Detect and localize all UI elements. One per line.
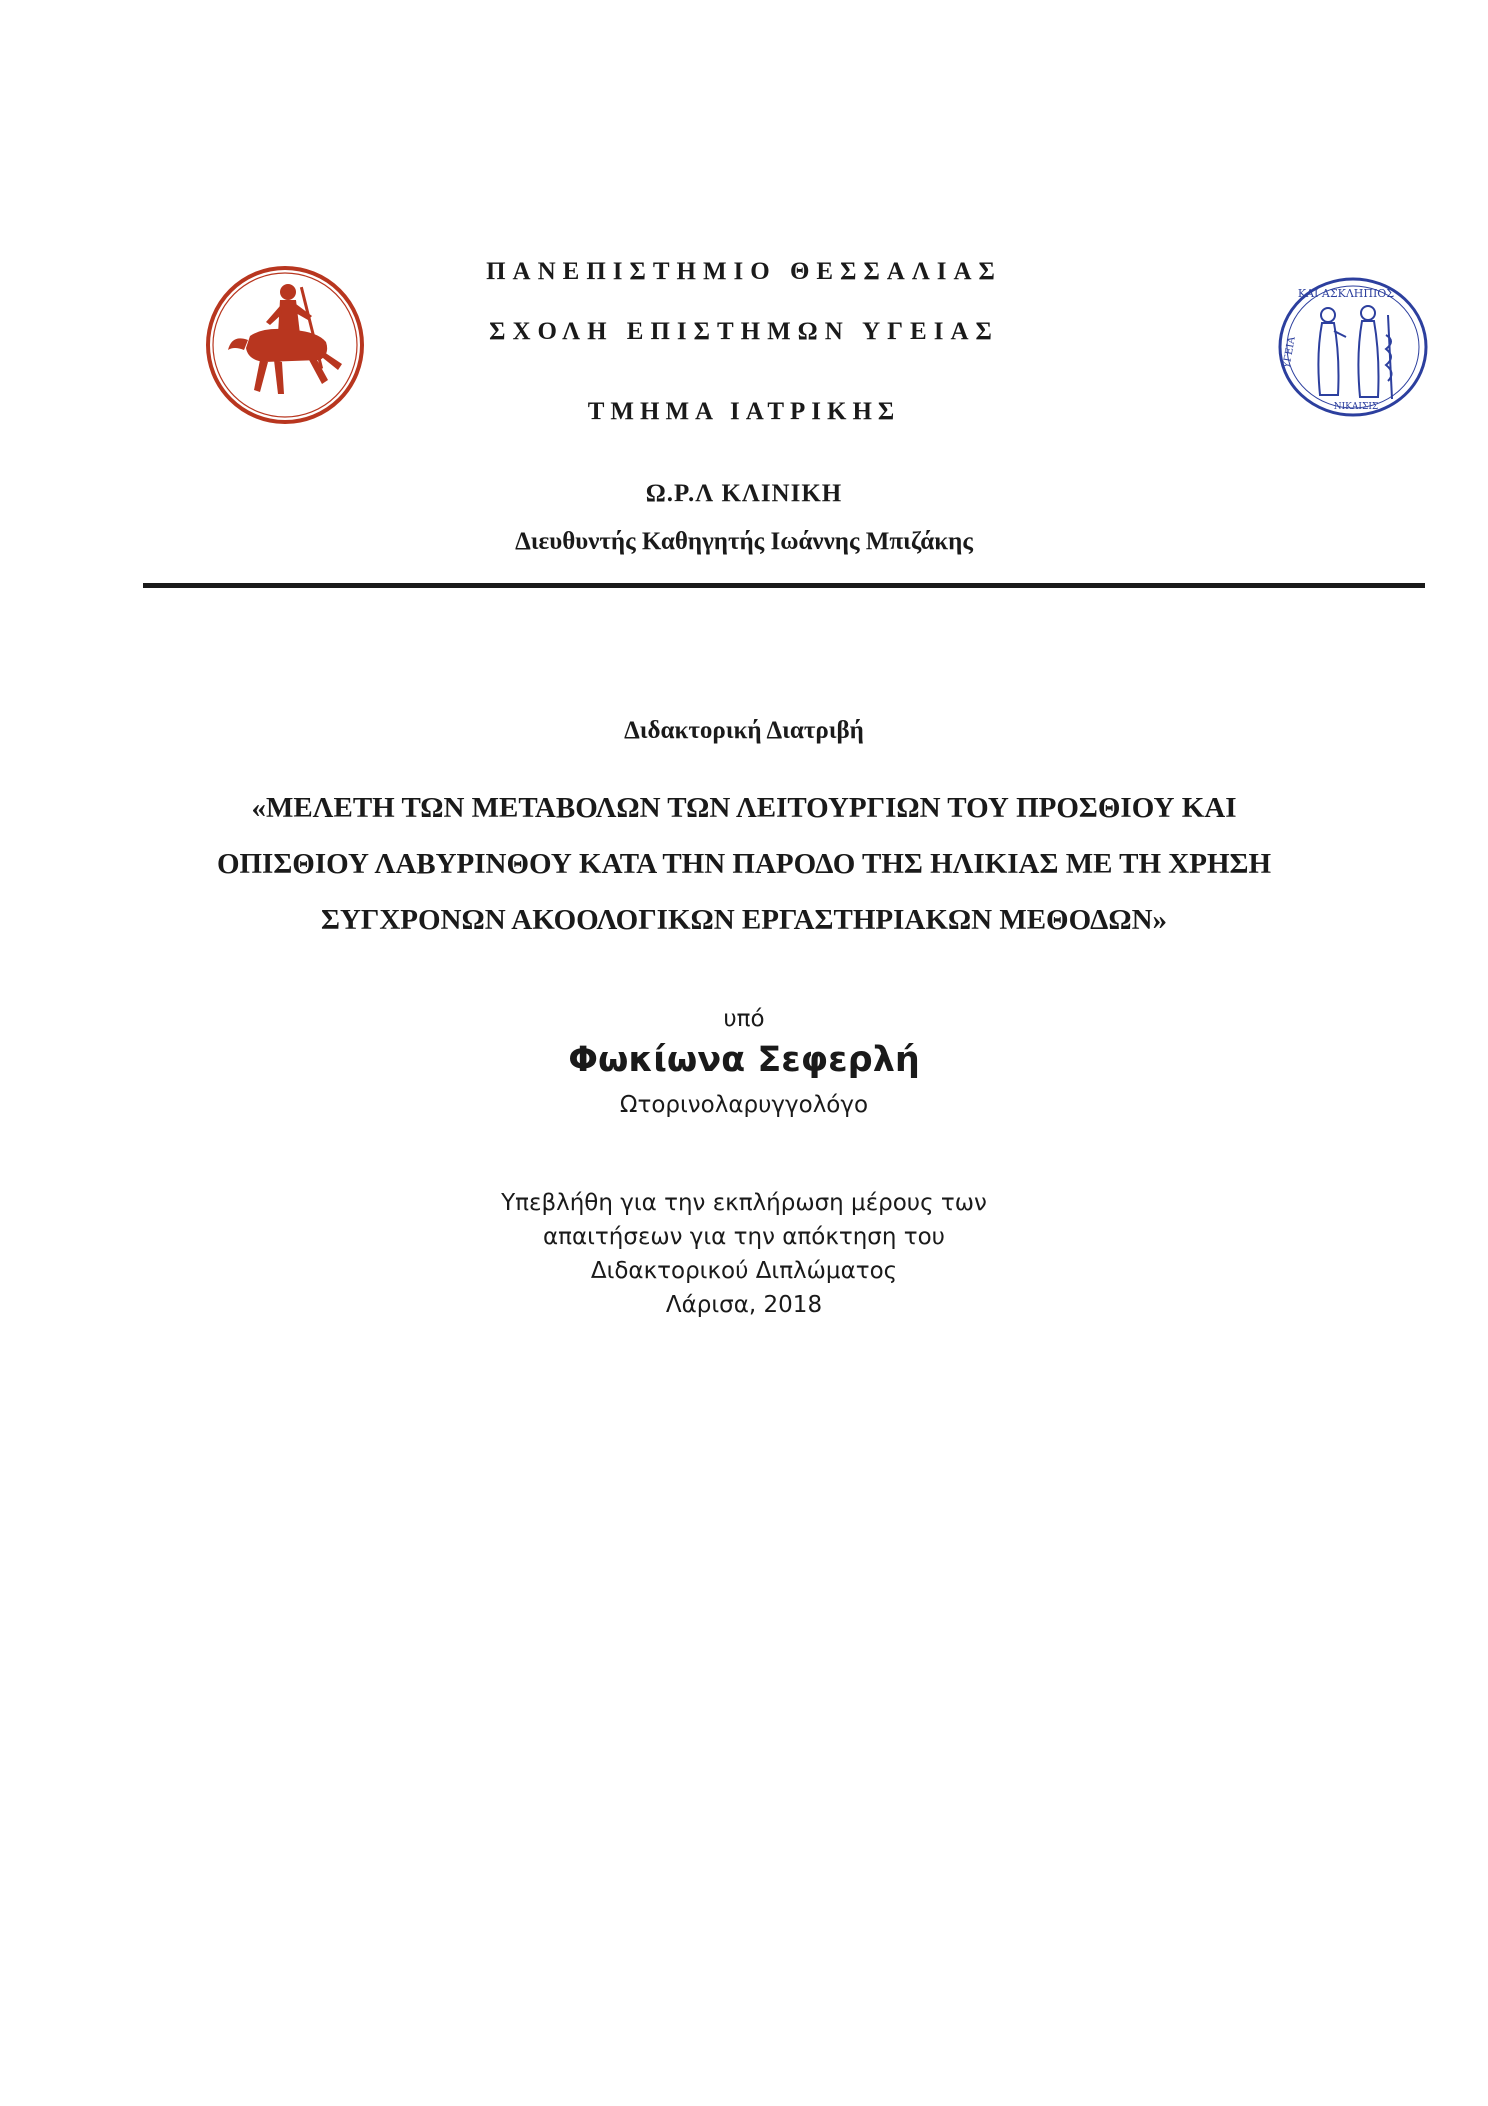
document-type: Διδακτορική Διατριβή bbox=[624, 717, 864, 744]
thesis-title bbox=[0, 780, 1488, 948]
clinic-director: Διευθυντής Καθηγητής Ιωάννης Μπιζάκης bbox=[515, 528, 973, 555]
thesis-title-line: ΟΠΙΣΘΙΟΥ ΛΑΒΥΡΙΝΘΟΥ ΚΑΤΑ ΤΗΝ ΠΑΡΟΔΟ ΤΗΣ ΗΛΙΚΙΑΣ ΜΕ ΤΗ ΧΡΗΣΗ bbox=[216, 848, 1272, 880]
seal-text-bottom: ΝΙΚΑΙΣΙΣ bbox=[1333, 402, 1379, 412]
by-label: υπό bbox=[723, 1006, 765, 1032]
university-name: ΠΑΝΕΠΙΣΤΗΜΙΟ ΘΕΣΣΑΛΙΑΣ bbox=[486, 258, 1002, 285]
submission-place-date: Λάρισα, 2018 bbox=[665, 1292, 823, 1318]
seal-text-top: ΚΑΙ ΑΣΚΛΗΠΙΟΣ bbox=[1297, 287, 1395, 300]
header-divider bbox=[143, 583, 1425, 588]
author-name: Φωκίωνα Σεφερλή bbox=[568, 1040, 920, 1080]
clinic-name: Ω.Ρ.Λ ΚΛΙΝΙΚΗ bbox=[645, 480, 843, 507]
thesis-title-line: ΣΥΓΧΡΟΝΩΝ ΑΚΟΟΛΟΓΙΚΩΝ ΕΡΓΑΣΤΗΡΙΑΚΩΝ ΜΕΘΟΔΩΝ» bbox=[320, 904, 1168, 936]
submission-statement bbox=[0, 1186, 1488, 1322]
author-profession: Ωτορινολαρυγγολόγο bbox=[619, 1092, 869, 1118]
thesis-title-line: «ΜΕΛΕΤΗ ΤΩΝ ΜΕΤΑΒΟΛΩΝ ΤΩΝ ΛΕΙΤΟΥΡΓΙΩΝ ΤΟΥ ΠΡΟΣΘΙΟΥ ΚΑΙ bbox=[251, 792, 1237, 824]
department-name: ΤΜΗΜΑ ΙΑΤΡΙΚΗΣ bbox=[587, 398, 901, 425]
seal-text-left: ΥΓΕΙΑ bbox=[1281, 335, 1298, 370]
school-name: ΣΧΟΛΗ ΕΠΙΣΤΗΜΩΝ ΥΓΕΙΑΣ bbox=[489, 318, 999, 345]
submission-line: Υπεβλήθη για την εκπλήρωση μέρους των bbox=[501, 1190, 987, 1216]
submission-line: Διδακτορικού Διπλώματος bbox=[590, 1258, 898, 1284]
submission-line: απαιτήσεων για την απόκτηση του bbox=[542, 1224, 945, 1250]
